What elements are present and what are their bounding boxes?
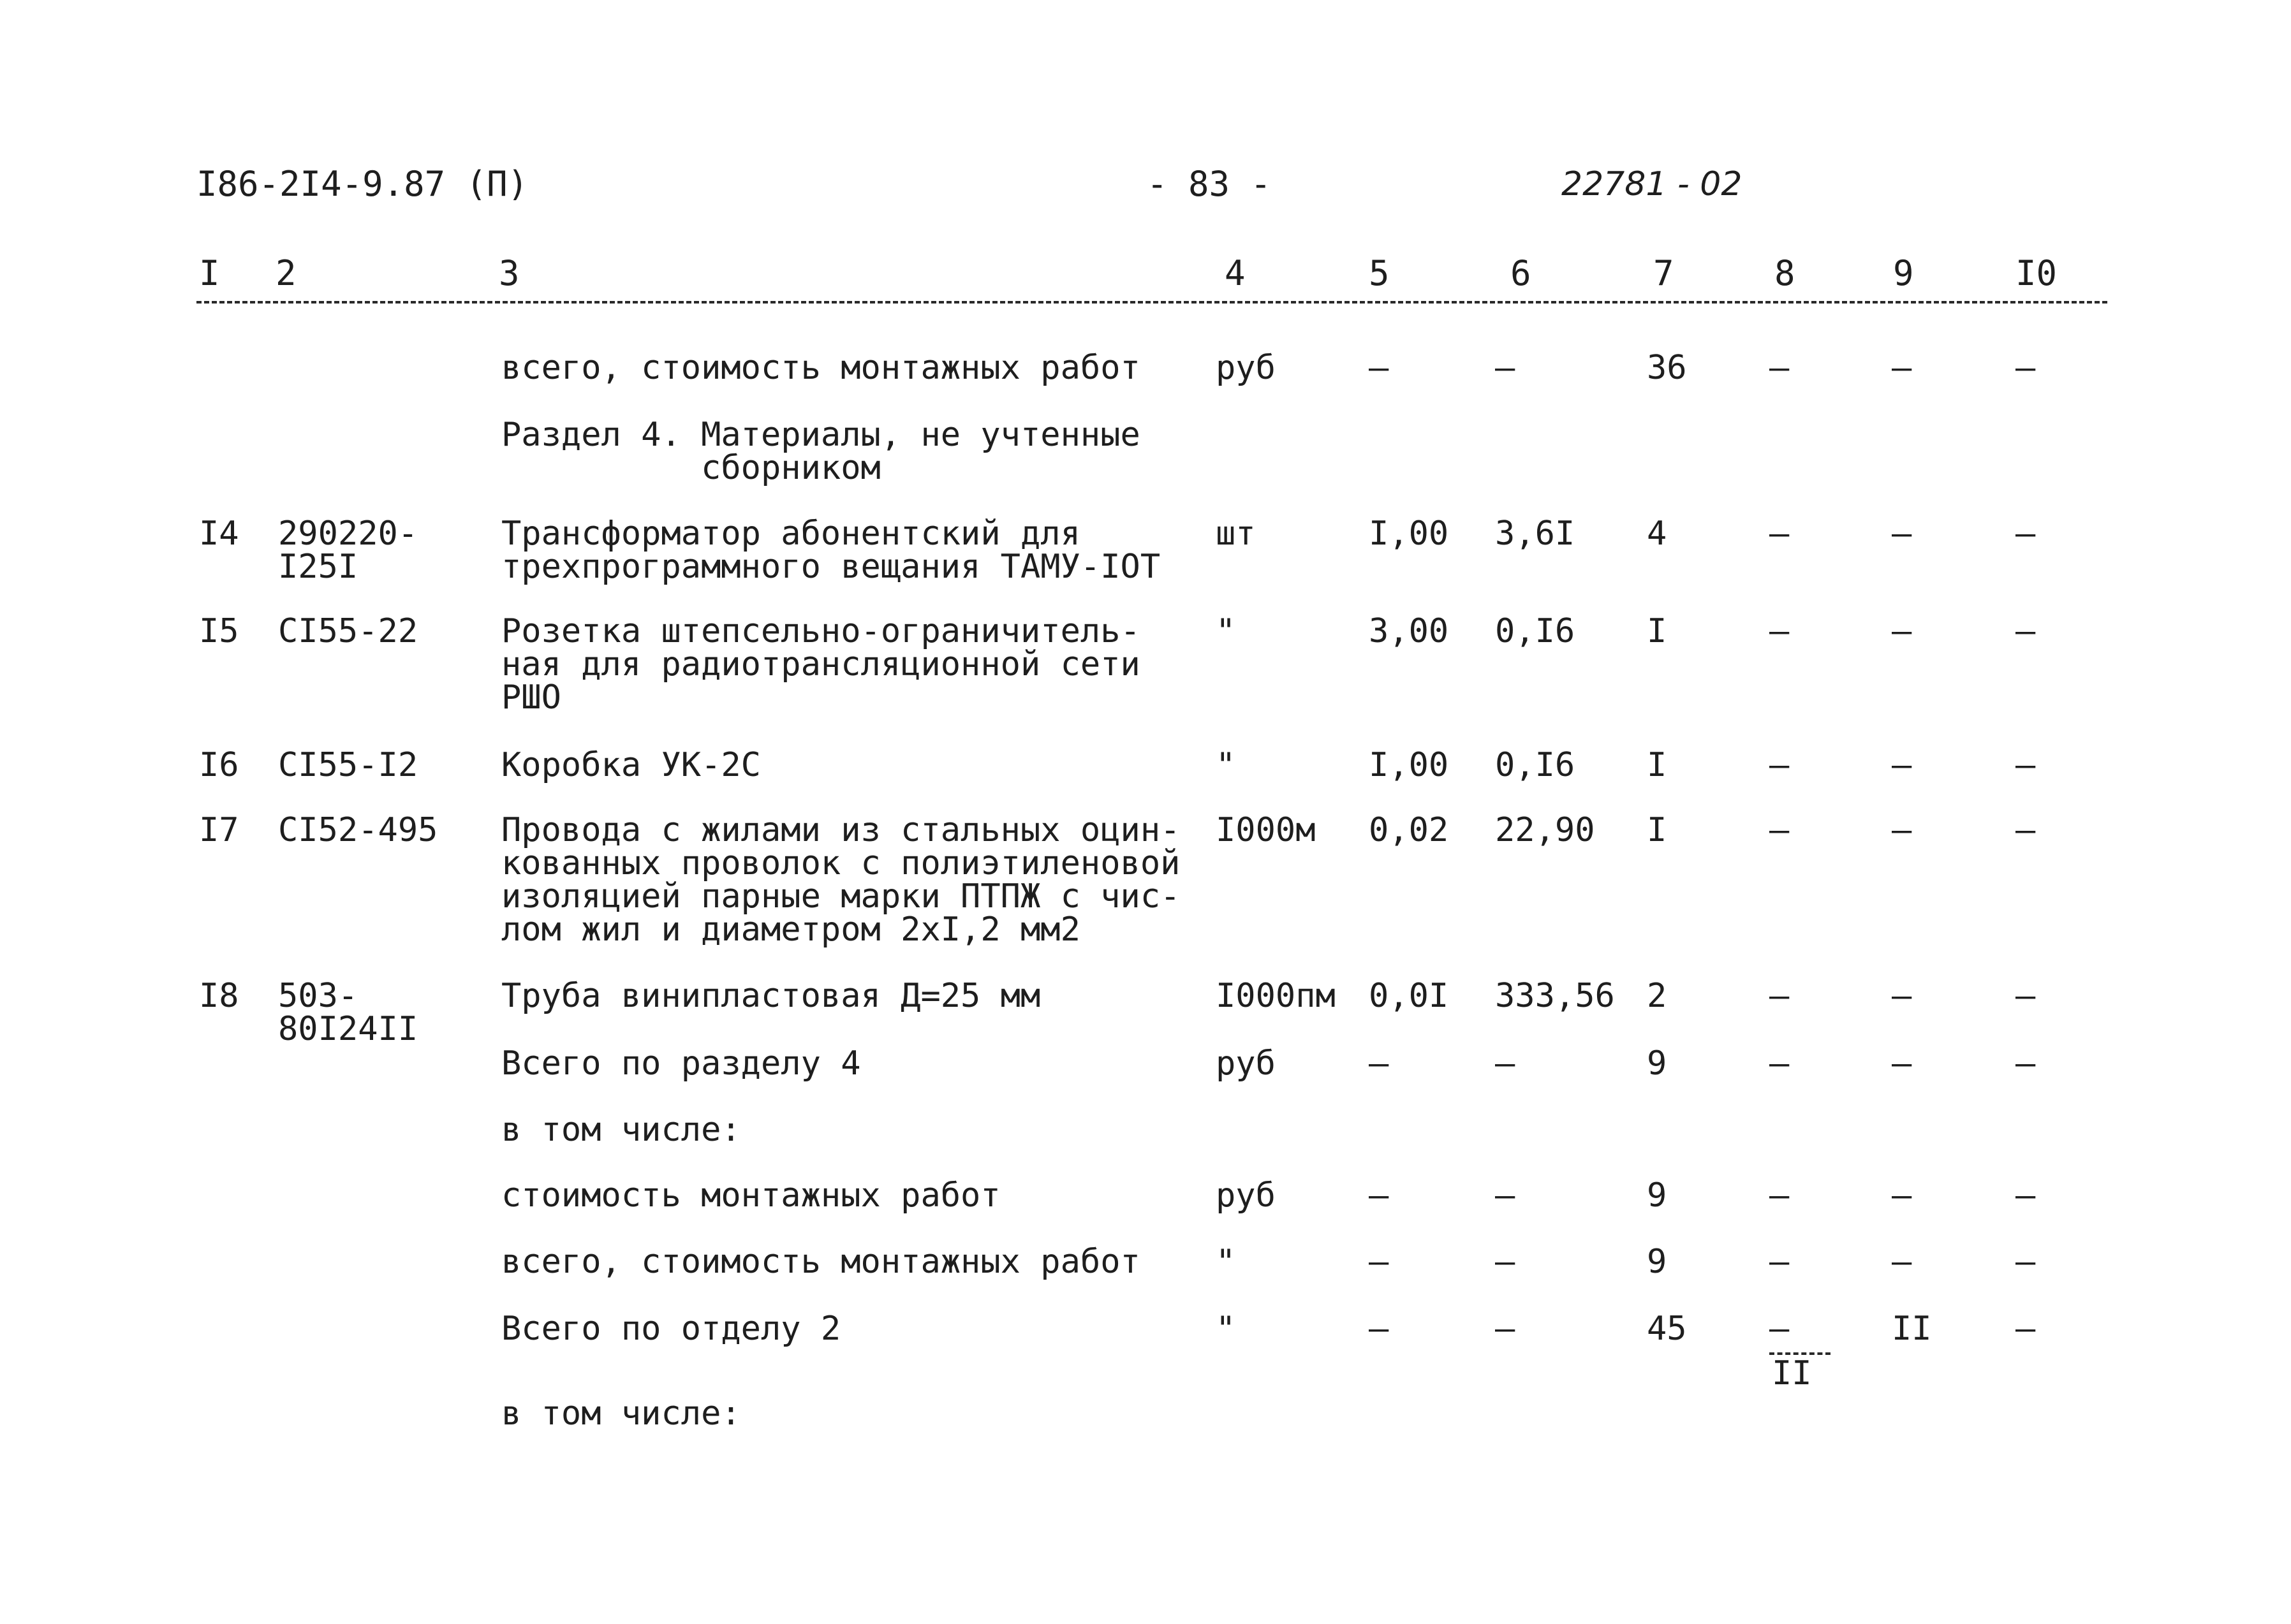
row-number: I8: [199, 977, 239, 1015]
total-cell: 9: [1647, 1243, 1667, 1281]
code-line: СI55-I2: [278, 746, 418, 784]
row-number: I4: [199, 515, 239, 553]
total-cell: 45: [1647, 1310, 1687, 1348]
col10-cell: –: [2015, 746, 2036, 784]
col8-cell: –: [1769, 977, 1790, 1015]
row-number: I6: [199, 746, 239, 784]
column-number: I: [199, 253, 220, 293]
document-code: I86-2I4-9.87 (П): [196, 164, 529, 204]
description-line: всего, стоимость монтажных работ: [501, 349, 1140, 387]
description-line: Всего по разделу 4: [501, 1044, 861, 1083]
quantity-cell: 3,00: [1369, 612, 1449, 650]
col10-cell: –: [2015, 515, 2036, 553]
unit-cell: ": [1216, 1310, 1236, 1348]
unit-price-cell: –: [1495, 1176, 1515, 1215]
description-line: Труба винипластовая Д=25 мм: [501, 977, 1041, 1015]
col9-cell: –: [1892, 515, 1912, 553]
col9-cell: –: [1892, 746, 1912, 784]
col10-cell: –: [2015, 612, 2036, 650]
unit-price-cell: 0,I6: [1495, 746, 1575, 784]
col8-cell: –: [1769, 1044, 1790, 1083]
unit-price-cell: 22,90: [1495, 811, 1595, 849]
col8-cell: –: [1769, 811, 1790, 849]
column-number: 3: [499, 253, 520, 293]
total-cell: 9: [1647, 1176, 1667, 1215]
unit-price-cell: –: [1495, 349, 1515, 387]
quantity-cell: –: [1369, 1310, 1389, 1348]
description-line: всего, стоимость монтажных работ: [501, 1243, 1140, 1281]
col9-cell: –: [1892, 811, 1912, 849]
row-number: I7: [199, 811, 239, 849]
unit-cell: руб: [1216, 349, 1276, 387]
col9-cell: –: [1892, 1243, 1912, 1281]
quantity-cell: 0,02: [1369, 811, 1449, 849]
description-line: РШО: [501, 678, 561, 717]
code-line: I25I: [278, 548, 358, 586]
code-line: СI52-495: [278, 811, 438, 849]
quantity-cell: –: [1369, 349, 1389, 387]
col9-cell: –: [1892, 612, 1912, 650]
unit-price-cell: –: [1495, 1310, 1515, 1348]
description-line: Всего по отделу 2: [501, 1310, 841, 1348]
unit-cell: ": [1216, 746, 1236, 784]
col8-cell: –: [1769, 349, 1790, 387]
section-title-line: сборником: [501, 449, 881, 487]
description-line: ная для радиотрансляционной сети: [501, 645, 1140, 684]
col9-cell: –: [1892, 1176, 1912, 1215]
col8-cell: –: [1769, 515, 1790, 553]
code-line: 80I24II: [278, 1010, 418, 1048]
quantity-cell: 0,0I: [1369, 977, 1449, 1015]
total-cell: I: [1647, 746, 1667, 784]
col8-cell: –: [1769, 746, 1790, 784]
column-number: 2: [276, 253, 297, 293]
column-number: I0: [2015, 253, 2058, 293]
col10-cell: –: [2015, 1310, 2036, 1348]
unit-cell: ": [1216, 612, 1236, 650]
description-line: Провода с жилами из стальных оцин-: [501, 811, 1181, 849]
col9-cell: –: [1892, 1044, 1912, 1083]
col9-cell: –: [1892, 349, 1912, 387]
row-number: I5: [199, 612, 239, 650]
code-line: СI55-22: [278, 612, 418, 650]
column-number: 7: [1653, 253, 1674, 293]
inventory-number: 22781 - 02: [1561, 165, 1742, 203]
unit-price-cell: –: [1495, 1044, 1515, 1083]
description-line: изоляцией парные марки ПТПЖ с чис-: [501, 877, 1181, 916]
unit-cell: ": [1216, 1243, 1236, 1281]
column-number: 9: [1893, 253, 1914, 293]
quantity-cell: –: [1369, 1044, 1389, 1083]
section-title-line: Раздел 4. Материалы, не учтенные: [501, 416, 1140, 454]
fraction-numerator: –: [1769, 1310, 1790, 1348]
unit-cell: руб: [1216, 1044, 1276, 1083]
quantity-cell: I,00: [1369, 746, 1449, 784]
quantity-cell: –: [1369, 1176, 1389, 1215]
description-line: Розетка штепсельно-ограничитель-: [501, 612, 1140, 650]
col10-cell: –: [2015, 977, 2036, 1015]
column-number: 4: [1225, 253, 1246, 293]
column-number: 6: [1510, 253, 1531, 293]
unit-price-cell: 3,6I: [1495, 515, 1575, 553]
description-line: Коробка УК-2С: [501, 746, 761, 784]
col9-cell: –: [1892, 977, 1912, 1015]
header-divider: [196, 301, 2107, 304]
unit-cell: шт: [1216, 515, 1256, 553]
description-line: кованных проволок с полиэтиленовой: [501, 844, 1181, 882]
description-line: стоимость монтажных работ: [501, 1176, 1001, 1215]
total-cell: 4: [1647, 515, 1667, 553]
page-number: - 83 -: [1147, 164, 1272, 204]
col8-cell: –: [1769, 1243, 1790, 1281]
code-line: 290220-: [278, 515, 418, 553]
description-line: лом жил и диаметром 2хI,2 мм2: [501, 911, 1080, 949]
total-cell: I: [1647, 612, 1667, 650]
quantity-cell: I,00: [1369, 515, 1449, 553]
col10-cell: –: [2015, 1044, 2036, 1083]
col10-cell: –: [2015, 1243, 2036, 1281]
unit-cell: I000пм: [1216, 977, 1336, 1015]
unit-cell: I000м: [1216, 811, 1316, 849]
total-cell: 2: [1647, 977, 1667, 1015]
col8-cell: –: [1769, 1176, 1790, 1215]
fraction-denominator: II: [1772, 1354, 1812, 1393]
total-cell: 9: [1647, 1044, 1667, 1083]
description-line: в том числе:: [501, 1394, 741, 1433]
description-line: в том числе:: [501, 1111, 741, 1149]
total-cell: I: [1647, 811, 1667, 849]
unit-price-cell: 0,I6: [1495, 612, 1575, 650]
col10-cell: –: [2015, 349, 2036, 387]
total-cell: 36: [1647, 349, 1687, 387]
column-number: 5: [1369, 253, 1390, 293]
code-line: 503-: [278, 977, 358, 1015]
quantity-cell: –: [1369, 1243, 1389, 1281]
column-number: 8: [1774, 253, 1795, 293]
description-line: Трансформатор абонентский для: [501, 515, 1080, 553]
unit-price-cell: 333,56: [1495, 977, 1615, 1015]
col9-cell: II: [1892, 1310, 1932, 1348]
col10-cell: –: [2015, 1176, 2036, 1215]
col8-cell: –: [1769, 612, 1790, 650]
unit-price-cell: –: [1495, 1243, 1515, 1281]
description-line: трехпрограммного вещания ТАМУ-IОТ: [501, 548, 1161, 586]
col10-cell: –: [2015, 811, 2036, 849]
unit-cell: руб: [1216, 1176, 1276, 1215]
